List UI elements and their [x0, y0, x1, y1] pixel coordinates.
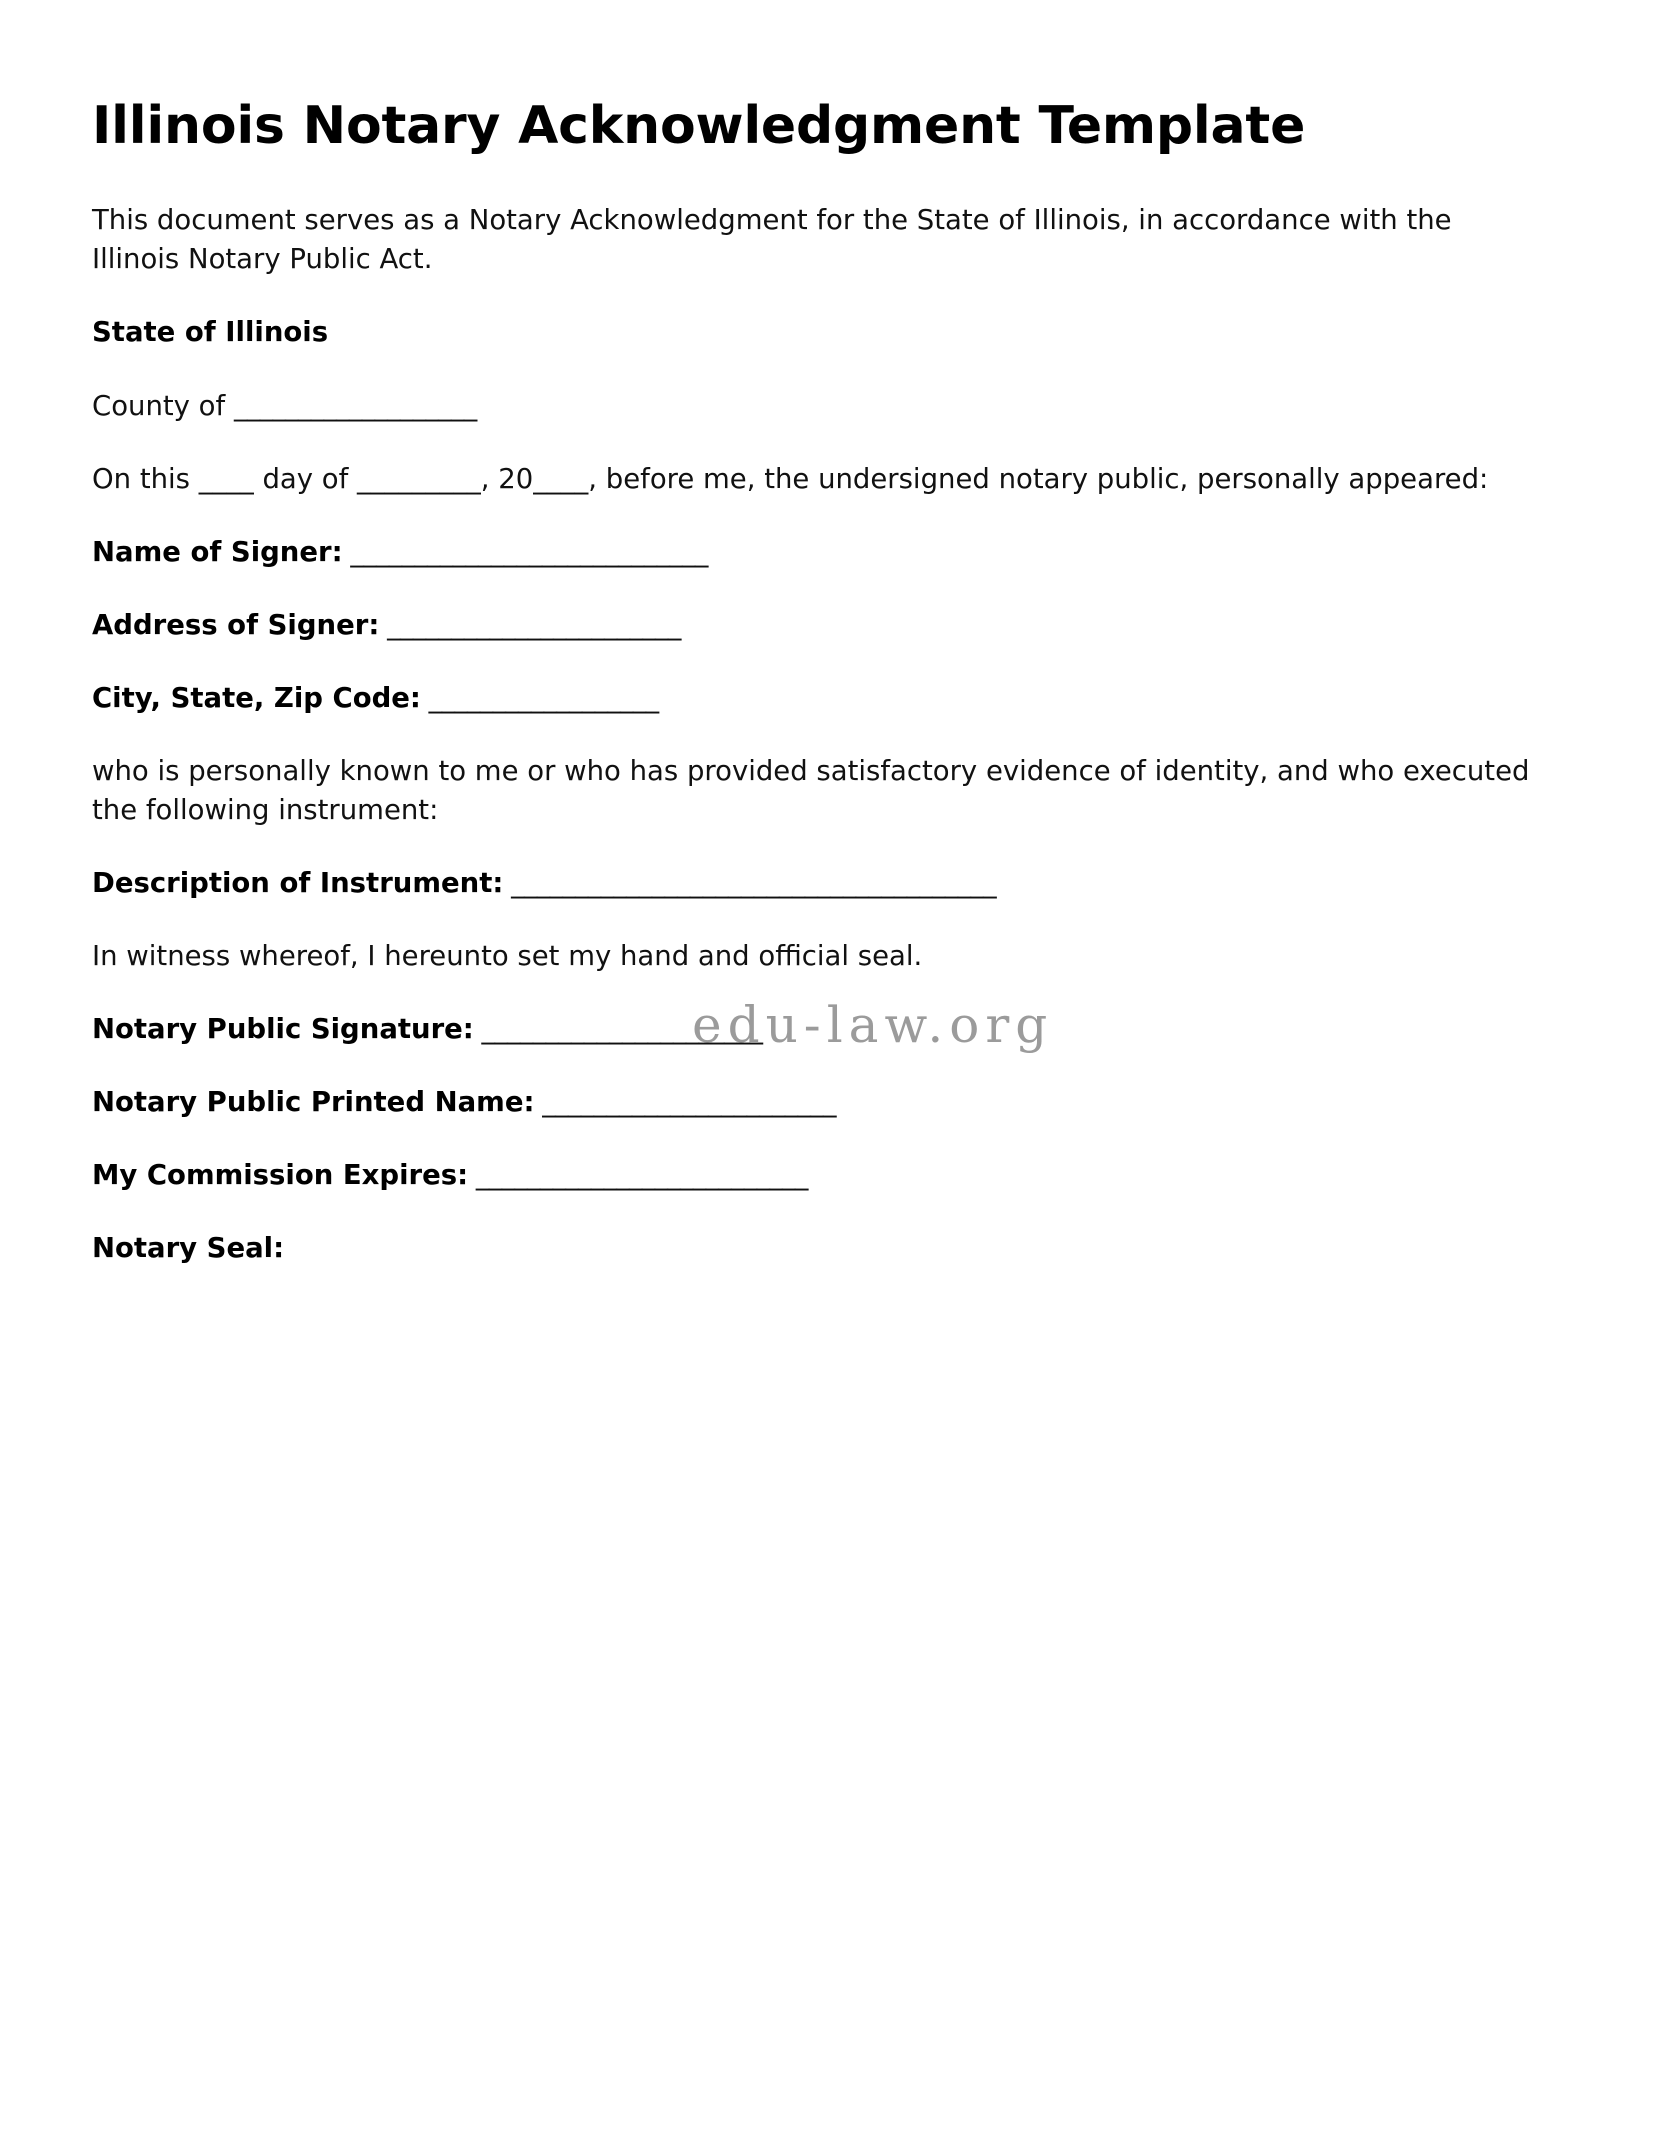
address-of-signer-label: Address of Signer: [92, 608, 380, 641]
address-of-signer-field-line [92, 606, 1572, 645]
county-blank[interactable]: ___________________ [233, 389, 477, 422]
notary-signature-label: Notary Public Signature: [92, 1012, 474, 1045]
notary-printed-name-field-line [92, 1083, 1572, 1122]
page-title: Illinois Notary Acknowledgment Template [92, 96, 1306, 156]
county-field-line [92, 387, 1572, 426]
intro-paragraph: This document serves as a Notary Acknowledgment for the State of Illinois, in accordance with the Illinois Notary Public Act. [92, 204, 1452, 276]
commission-expires-blank[interactable]: __________________________ [468, 1159, 808, 1192]
notary-signature-field-line [92, 1010, 1572, 1049]
name-of-signer-blank[interactable]: ____________________________ [342, 535, 708, 568]
name-of-signer-label: Name of Signer: [92, 535, 343, 568]
on-this-date-line: On this ____ day of _________, 20____, before me, the undersigned notary public, personally appeared: [92, 462, 1489, 495]
site-watermark: edu-law.org [692, 995, 1054, 1054]
city-state-zip-field-line [92, 679, 1572, 718]
state-heading: State of Illinois [92, 316, 329, 349]
commission-expires-field-line [92, 1156, 1572, 1195]
personally-known-paragraph: who is personally known to me or who has provided satisfactory evidence of identity, and who executed the following instrument: [92, 754, 1530, 826]
witness-whereof-paragraph: In witness whereof, I hereunto set my hand and official seal. [92, 939, 923, 972]
commission-expires-label: My Commission Expires: [92, 1159, 469, 1192]
name-of-signer-field-line [92, 533, 1572, 572]
description-of-instrument-label: Description of Instrument: [92, 866, 504, 899]
description-of-instrument-blank[interactable]: ______________________________________ [503, 866, 996, 899]
city-state-zip-label: City, State, Zip Code: [92, 681, 421, 714]
notary-signature-blank[interactable]: ______________________ [473, 1012, 763, 1045]
county-label: County of [92, 389, 234, 422]
city-state-zip-blank[interactable]: __________________ [420, 681, 659, 714]
notary-printed-name-blank[interactable]: _______________________ [534, 1085, 836, 1118]
description-of-instrument-field-line [92, 864, 1572, 903]
address-of-signer-blank[interactable]: _______________________ [379, 608, 681, 641]
notary-seal-label: Notary Seal: [92, 1232, 285, 1265]
notary-signature-row [92, 995, 1572, 1054]
notary-printed-name-label: Notary Public Printed Name: [92, 1085, 535, 1118]
